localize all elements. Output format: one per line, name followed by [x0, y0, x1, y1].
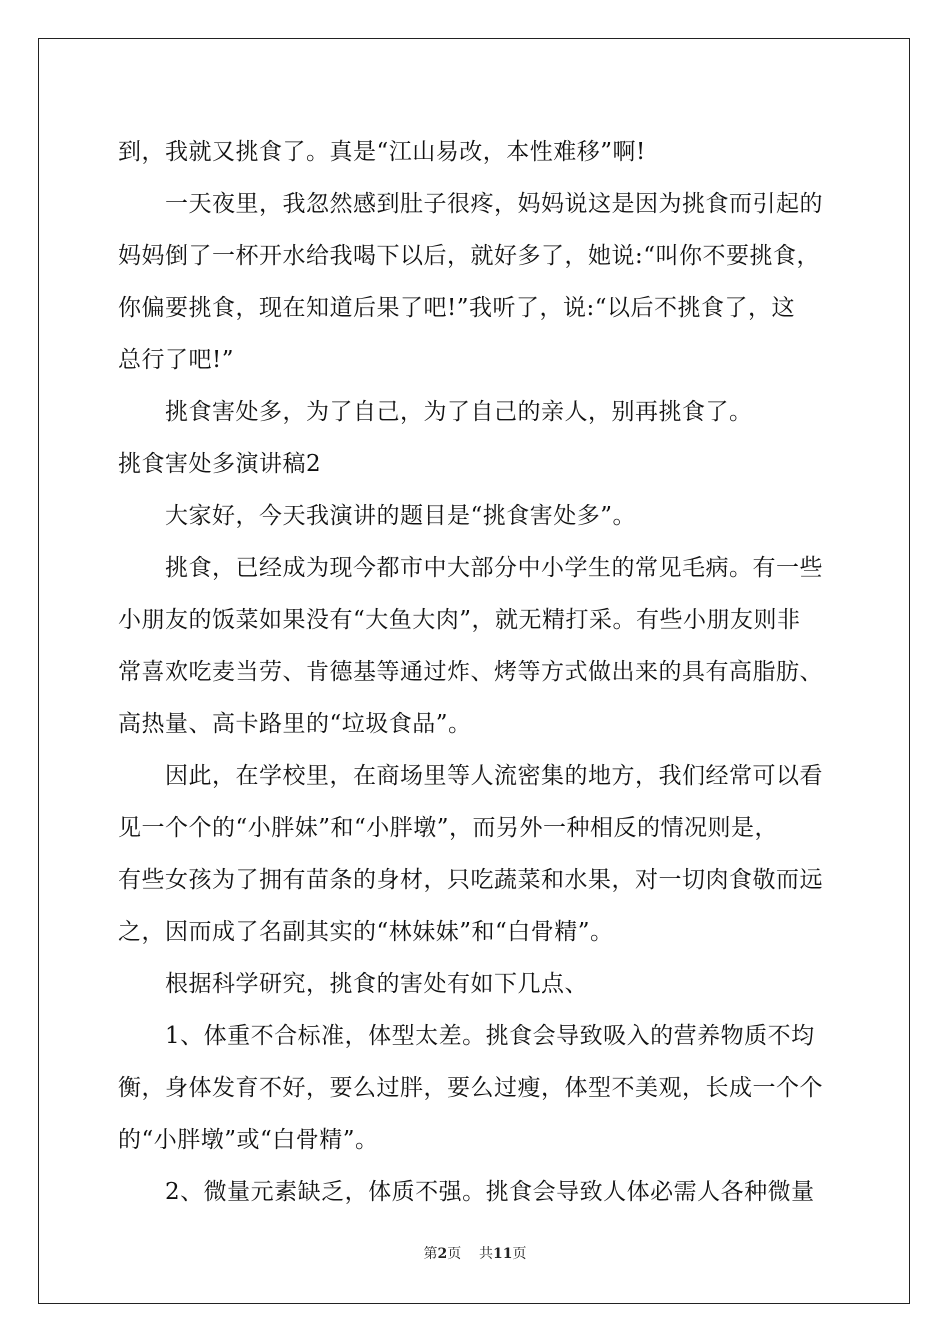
text-line: 见一个个的“小胖妹”和“小胖墩”，而另外一种相反的情况则是， [118, 815, 779, 841]
section-heading: 挑食害处多演讲稿2 [118, 451, 322, 477]
text-line: 挑食害处多，为了自己，为了自己的亲人，别再挑食了。 [165, 399, 753, 425]
text-line: 之，因而成了名副其实的“林妹妹”和“白骨精”。 [118, 919, 614, 945]
total-suffix: 页 [512, 1246, 527, 1262]
text-line: 你偏要挑食，现在知道后果了吧!”我听了，说:“以后不挑食了，这 [118, 295, 796, 321]
page-footer [0, 1243, 950, 1263]
text-line: 的“小胖墩”或“白骨精”。 [118, 1127, 379, 1153]
text-line: 衡，身体发育不好，要么过胖，要么过瘦，体型不美观，长成一个个 [118, 1075, 823, 1101]
text-line: 1、体重不合标准，体型太差。挑食会导致吸入的营养物质不均 [165, 1023, 815, 1049]
total-pages: 11 [493, 1246, 513, 1262]
page-prefix: 第 [423, 1246, 438, 1262]
text-line: 妈妈倒了一杯开水给我喝下以后，就好多了，她说:“叫你不要挑食， [118, 243, 821, 269]
text-line: 一天夜里，我忽然感到肚子很疼，妈妈说这是因为挑食而引起的 [165, 191, 823, 217]
page-number: 2 [437, 1246, 448, 1262]
text-line: 总行了吧!” [118, 347, 235, 373]
text-line: 2、微量元素缺乏，体质不强。挑食会导致人体必需人各种微量 [165, 1179, 815, 1205]
text-line: 高热量、高卡路里的“垃圾食品”。 [118, 711, 472, 737]
total-prefix: 共 [479, 1246, 494, 1262]
page-suffix: 页 [447, 1246, 462, 1262]
text-line: 根据科学研究，挑食的害处有如下几点、 [165, 971, 588, 997]
text-line: 小朋友的饭菜如果没有“大鱼大肉”，就无精打采。有些小朋友则非 [118, 607, 801, 633]
document-body [118, 126, 838, 1218]
text-line: 常喜欢吃麦当劳、肯德基等通过炸、烤等方式做出来的具有高脂肪、 [118, 659, 823, 685]
text-line: 到，我就又挑食了。真是“江山易改，本性难移”啊! [118, 139, 646, 165]
text-line: 有些女孩为了拥有苗条的身材，只吃蔬菜和水果，对一切肉食敬而远 [118, 867, 823, 893]
text-line: 大家好，今天我演讲的题目是“挑食害处多”。 [165, 503, 637, 529]
text-line: 挑食，已经成为现今都市中大部分中小学生的常见毛病。有一些 [165, 555, 823, 581]
text-line: 因此，在学校里，在商场里等人流密集的地方，我们经常可以看 [165, 763, 823, 789]
